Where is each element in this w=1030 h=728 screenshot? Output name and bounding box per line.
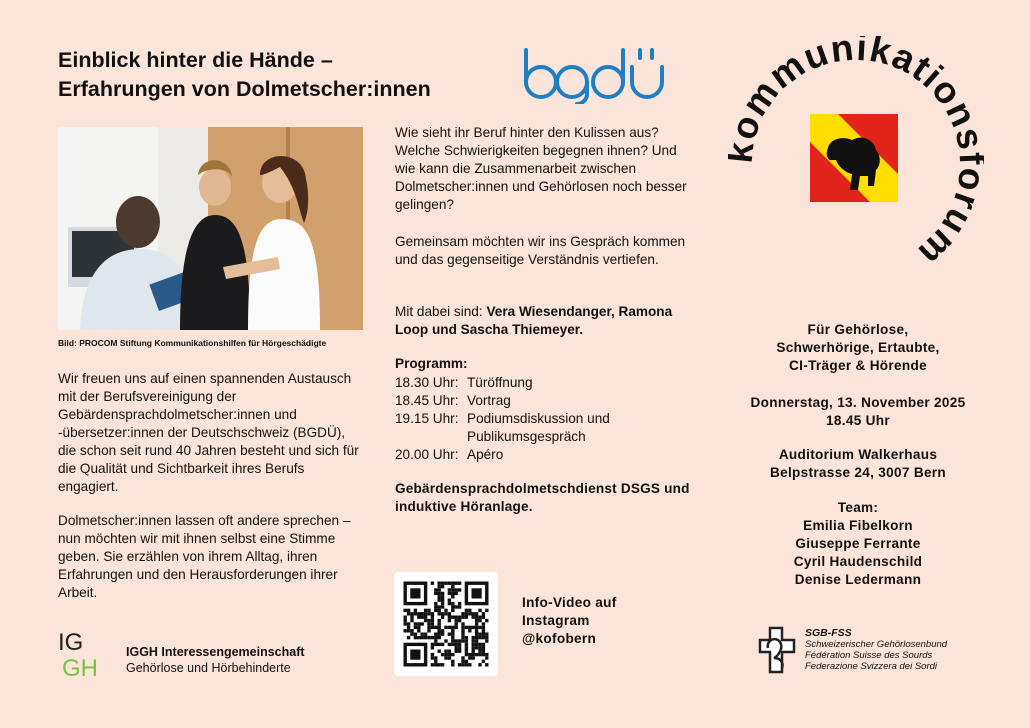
guests-names: Vera Wiesendanger, Ramona Loop und Sascha Thiemeyer.	[395, 304, 673, 337]
photo-caption: Bild: PROCOM Stiftung Kommunikationshilfen für Hörgeschädigte	[58, 338, 327, 348]
questions-paragraph: Wie sieht ihr Beruf hinter den Kulissen aus? Welche Schwierigkeiten begegnen ihnen? Und wie kann die Zusammenarbeit zwischen Dolmetscher:innen und Gehörlosen noch besser gelingen?	[395, 125, 687, 212]
qr-code[interactable]	[394, 572, 498, 676]
interpreting-service-note: Gebärdensprachdolmetschdienst DSGS und induktive Höranlage.	[395, 481, 690, 514]
qr-code-icon	[394, 572, 498, 676]
instagram-handle[interactable]: @kofobern	[522, 631, 597, 646]
sgb-line-2: Fédération Suisse des Sourds	[805, 650, 933, 661]
venue-name: Auditorium Walkerhaus	[778, 447, 938, 462]
program-time: 20.00 Uhr:	[395, 447, 459, 462]
page-title	[58, 46, 431, 104]
title-line-1: Einblick hinter die Hände –	[58, 48, 333, 72]
program-label: Podiumsdiskussion und Publikumsgespräch	[467, 411, 610, 444]
bgdu-logo	[520, 44, 665, 109]
intro-paragraph-2: Dolmetscher:innen lassen oft andere sprechen – nun möchten wir mit ihnen selbst eine Stimme geben. Sie erzählen von ihrem Alltag, ihren Erfahrungen und den Herausforderungen ihrer Arbeit.	[58, 513, 351, 600]
info-video-note	[522, 594, 617, 648]
kommunikationsforum-logo	[728, 36, 984, 297]
venue-address: Belpstrasse 24, 3007 Bern	[769, 465, 946, 480]
event-datetime	[722, 394, 994, 430]
iggh-logo	[58, 630, 118, 683]
program-time: 18.30 Uhr:	[395, 375, 459, 390]
sgb-line-1: Schweizerischer Gehörlosenbund	[805, 639, 948, 650]
team-title: Team:	[837, 500, 879, 515]
program-item	[395, 446, 627, 464]
info-video-line-1: Info-Video auf	[522, 595, 617, 610]
bgdu-logo-graphic	[520, 44, 665, 104]
ring-logo-text: mmunikation rum	[733, 36, 984, 275]
conversation-paragraph: Gemeinsam möchten wir ins Gespräch kommen und das gegenseitige Verständnis vertiefen.	[395, 234, 686, 267]
guests-paragraph	[395, 303, 695, 339]
guests-prefix: Mit dabei sind:	[395, 304, 487, 319]
program-item	[395, 410, 627, 446]
sgb-fss-text	[805, 628, 947, 672]
program-list	[395, 374, 627, 464]
program-item	[395, 374, 627, 392]
program-label: Apéro	[467, 447, 504, 462]
sgb-abbr: SGB-FSS	[805, 627, 852, 639]
title-line-2: Erfahrungen von Dolmetscher:innen	[58, 77, 431, 101]
program-label: Türöffnung	[467, 375, 533, 390]
program-label: Vortrag	[467, 393, 511, 408]
event-time: 18.45 Uhr	[826, 413, 890, 428]
team-member: Cyril Haudenschild	[793, 554, 923, 569]
iggh-logo-top: IG	[58, 630, 84, 656]
audience-line-2: Schwerhörige, Ertaubte,	[776, 340, 940, 355]
audience-line-1: Für Gehörlose,	[807, 322, 909, 337]
event-date: Donnerstag, 13. November 2025	[750, 395, 966, 410]
sgb-line-3: Federazione Svizzera dei Sordi	[805, 661, 938, 672]
iggh-logo-bottom: GH	[62, 655, 98, 678]
team-member: Giuseppe Ferrante	[795, 536, 921, 551]
iggh-name: IGGH Interessengemeinschaft	[126, 645, 305, 659]
interpreters-photo	[58, 127, 363, 330]
venue-block	[722, 446, 994, 482]
bern-coat-of-arms-icon	[810, 114, 898, 202]
intro-paragraph-1: Wir freuen uns auf einen spannenden Austausch mit der Berufsvereinigung der Gebärdensprachdolmetscher:innen und -übersetzer:innen der Deutschschweiz (BGDÜ), die schon seit rund 40 Jahren besteht und sich für die Qualität und Sichtbarkeit ihres Berufs engagiert.	[58, 371, 359, 494]
program-time: 19.15 Uhr:	[395, 411, 459, 426]
team-member: Emilia Fibelkorn	[803, 518, 913, 533]
sgb-fss-logo-icon	[756, 622, 798, 683]
info-video-line-2: Instagram	[522, 613, 590, 628]
audience-line-3: CI-Träger & Hörende	[789, 358, 927, 373]
program-time: 18.45 Uhr:	[395, 393, 459, 408]
team-member: Denise Ledermann	[794, 572, 922, 587]
audience-block	[722, 321, 994, 375]
program-item	[395, 392, 627, 410]
iggh-subtitle: Gehörlose und Hörbehinderte	[126, 661, 291, 675]
program-title: Programm:	[395, 356, 468, 371]
team-block	[722, 499, 994, 589]
